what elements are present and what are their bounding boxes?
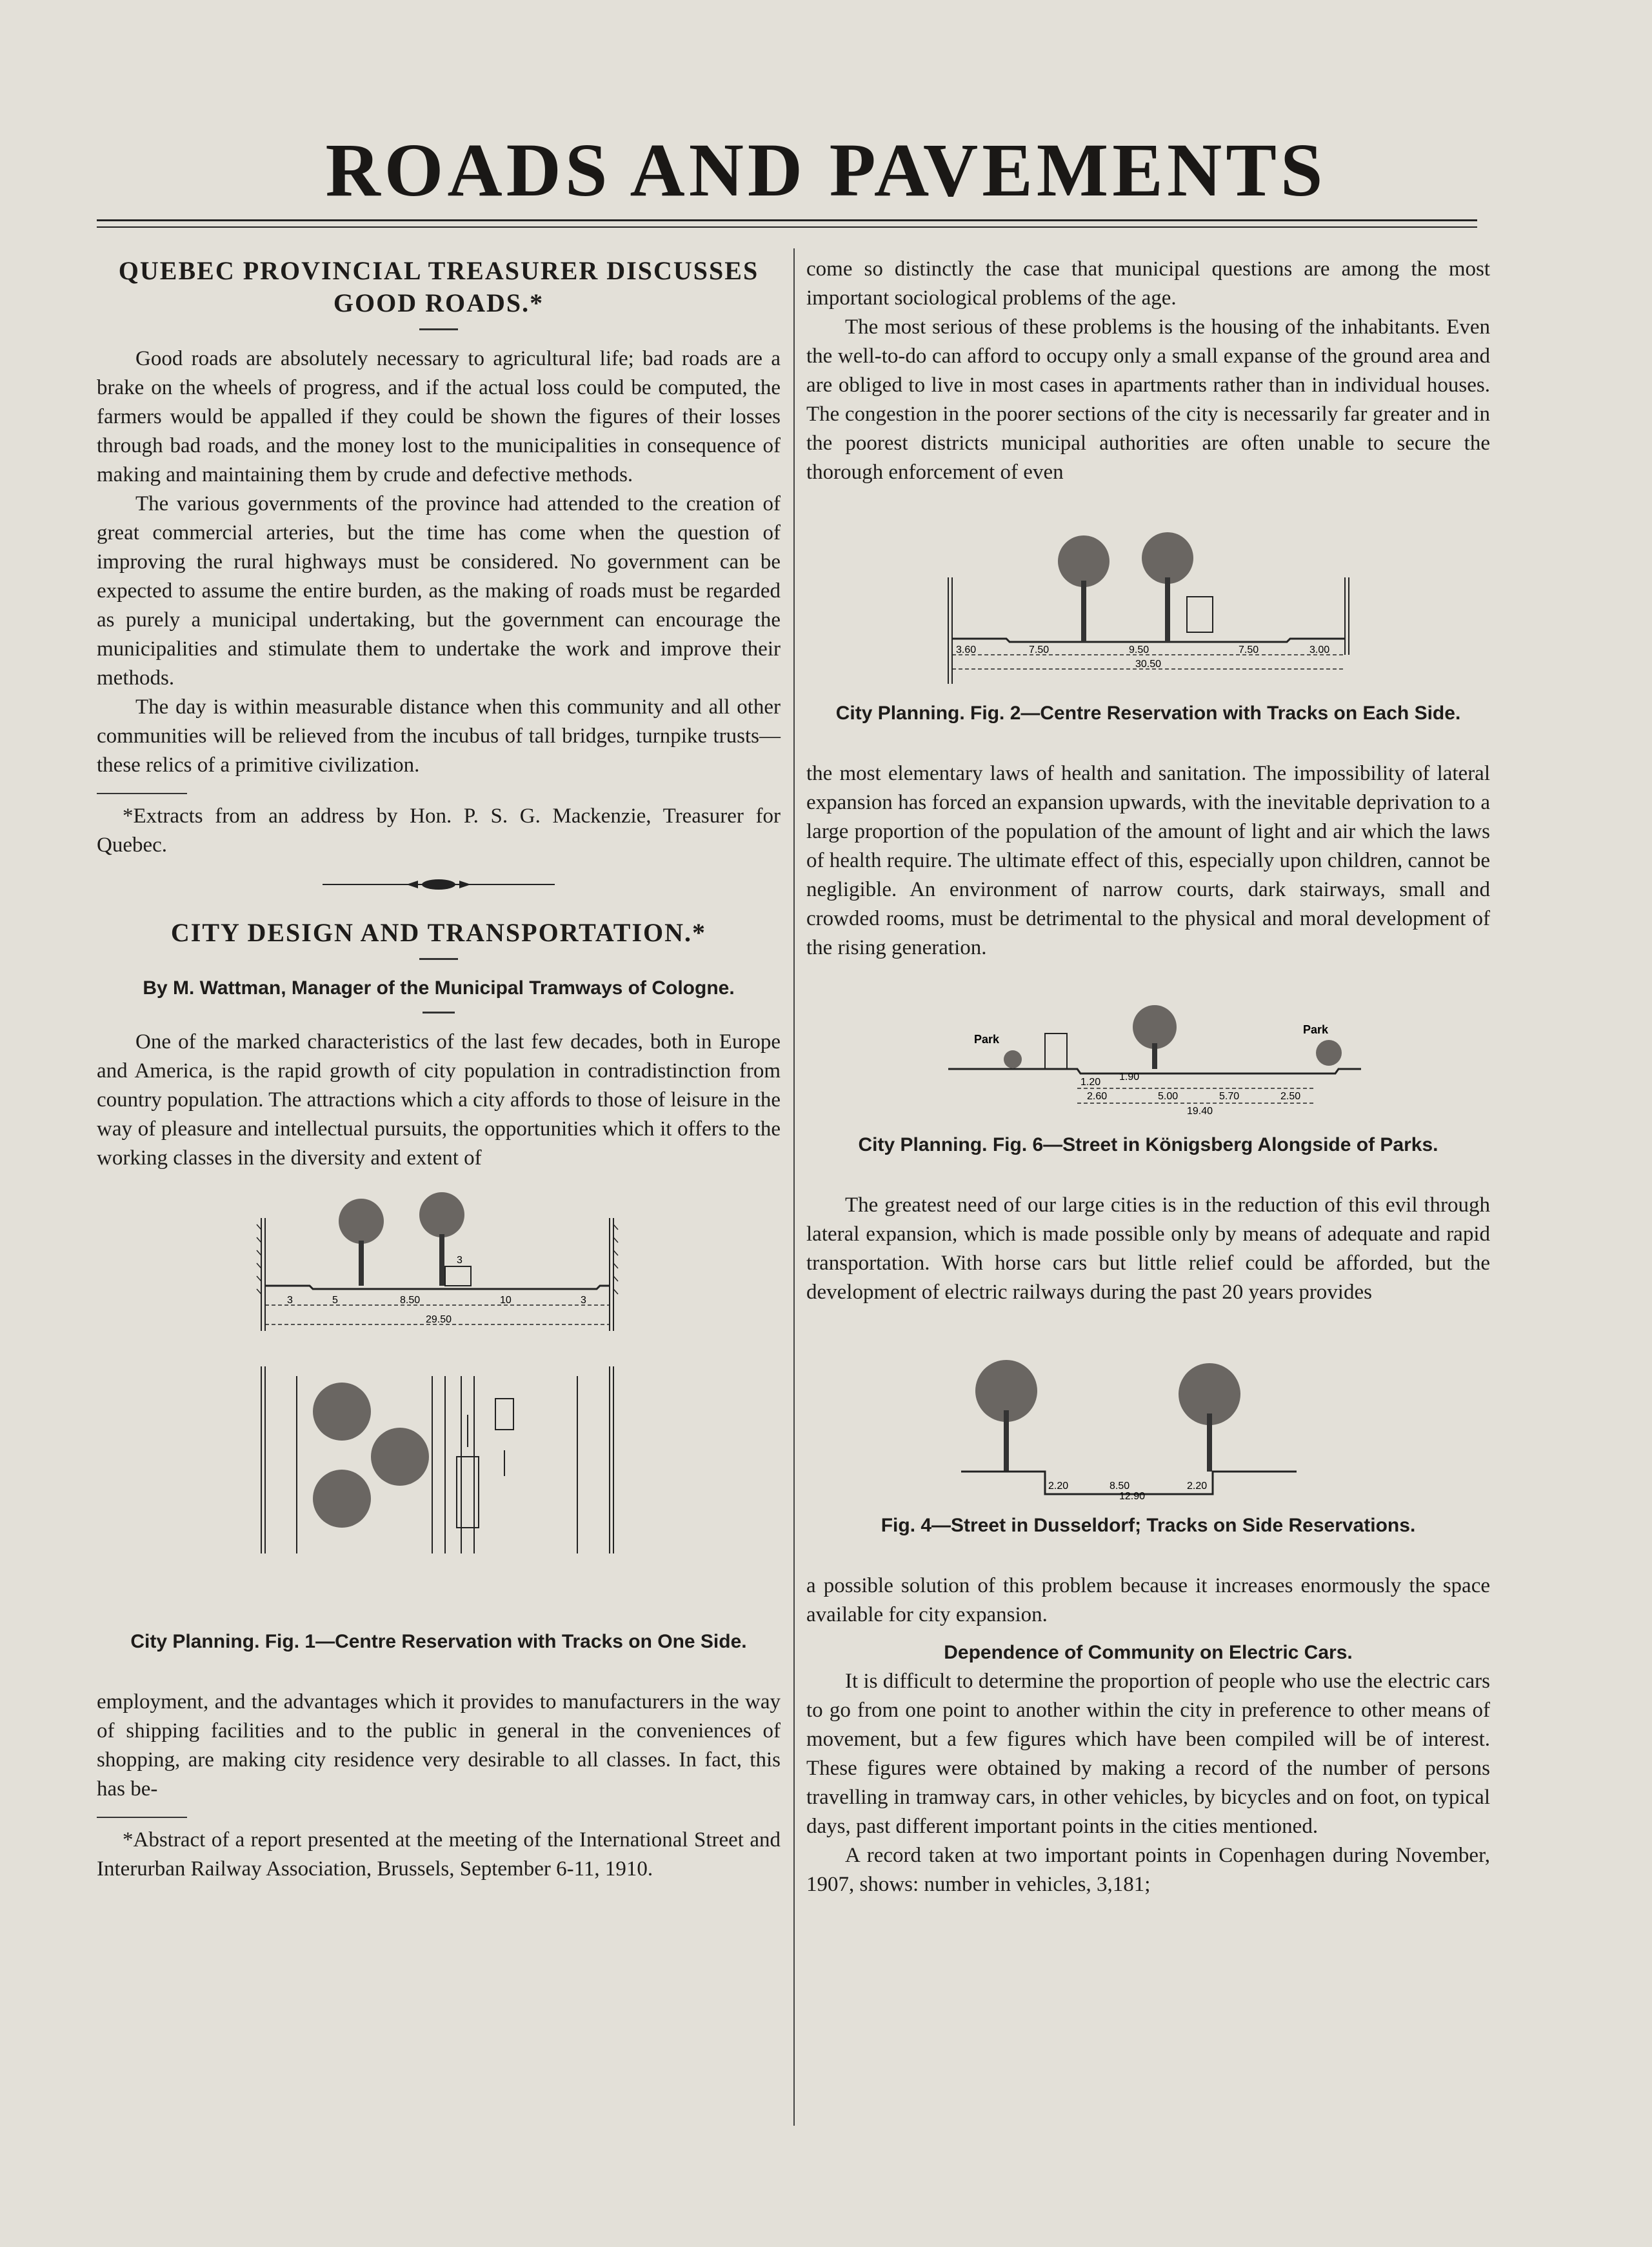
right-paragraph: come so distinctly the case that municipal questions are among the most important sociological problems of the age.: [806, 257, 1490, 310]
right-paragraph: the most elementary laws of health and sanitation. The impossibility of lateral expansion has forced an expansion upwards, with the inevitable deprivation to a large proportion of the population of the amount of light and air which the laws of health require. The ultimate effect of this, especially upon children, cannot be negligible. An environment of narrow courts, dark stairways, small and crowded rooms, must be detrimental to the physical and moral development of the rising generation.: [806, 762, 1490, 959]
figure-1: [213, 1192, 664, 1612]
right-subhead: Dependence of Community on Electric Cars.: [944, 1642, 1353, 1663]
title-rule: [97, 219, 1477, 228]
article1-heading-line1: QUEBEC PROVINCIAL TREASURER DISCUSSES: [118, 256, 759, 285]
fig4-dim: 12.90: [1119, 1491, 1146, 1501]
article2-paragraph: One of the marked characteristics of the last few decades, both in Europe and America, is the rapid growth of city population in contradistinction from country population. The attractions which a city affords to those of leisure in the way of pleasure and intellectual pursuits, the opportunities which it offers to the working classes in the diversity and extent of: [97, 1030, 781, 1170]
right-paragraph: a possible solution of this problem because it increases enormously the space available for city expansion.: [806, 1574, 1490, 1626]
byline-rule: [423, 1012, 455, 1014]
fig6-dim: 19.40: [1187, 1106, 1213, 1117]
fig2-dim: 30.50: [1135, 659, 1162, 670]
fig6-dim: 2.50: [1280, 1091, 1301, 1102]
fig1-dim: 3: [287, 1295, 293, 1306]
heading-rule: [419, 328, 458, 330]
fig1-cross-section: [257, 1192, 618, 1331]
fig2-dim: 7.50: [1239, 644, 1259, 655]
column-divider: [793, 248, 795, 2126]
article1-paragraph: Good roads are absolutely necessary to agricultural life; bad roads are a brake on the wheels of progress, and if the actual loss could be computed, the farmers would be appalled if they could be shown the figures of their losses through bad roads, and the money lost to the municipalities in consequence of making and maintaining them by crude and defective methods.: [97, 347, 781, 486]
fig2-dim: 7.50: [1029, 644, 1050, 655]
figure-4: [916, 1339, 1380, 1501]
fig1-dim: 8.50: [400, 1295, 421, 1306]
fig1-plan-view: [261, 1366, 613, 1553]
fig1-dim: 3: [581, 1295, 586, 1306]
fig2-dim: 9.50: [1129, 644, 1149, 655]
fig2-dim: 3.60: [956, 644, 977, 655]
fig2-caption: City Planning. Fig. 2—Centre Reservation with Tracks on Each Side.: [835, 703, 1461, 724]
fig6-dim: 1.90: [1119, 1072, 1140, 1083]
fig6-park-right: Park: [1303, 1023, 1329, 1036]
left-column: [97, 255, 781, 1884]
footnote-rule: [97, 793, 187, 794]
fig6-park-left: Park: [974, 1033, 1000, 1046]
article1-paragraph: The various governments of the province had attended to the creation of great commercial arteries, but the time has come when the question of improving the rural highways must be considered. No government can be expected to assume the entire burden, as the making of roads must be regarded as purely a municipal undertaking, but the government can encourage the municipalities and stimulate them to undertake the work and improve their methods.: [97, 492, 781, 690]
figure-6: [916, 995, 1380, 1130]
fig1-dim: 5: [332, 1295, 338, 1306]
fig6-dim: 5.70: [1219, 1091, 1240, 1102]
fig6-caption: City Planning. Fig. 6—Street in Königsberg Alongside of Parks.: [858, 1134, 1438, 1155]
article2-byline: By M. Wattman, Manager of the Municipal Tramways of Cologne.: [143, 977, 735, 999]
fig6-dim: 1.20: [1080, 1077, 1101, 1088]
fig1-caption: City Planning. Fig. 1—Centre Reservation with Tracks on One Side.: [130, 1631, 747, 1652]
right-column: [806, 255, 1490, 1899]
fig1-dim: 29.50: [426, 1314, 452, 1325]
fig4-dim: 2.20: [1187, 1481, 1208, 1492]
right-paragraph: It is difficult to determine the proportion of people who use the electric cars to go from one point to another within the city in preference to other means of movement, but a few figures which have been compiled will be of interest. These figures were obtained by making a record of the number of persons travelling in tramway cars, in other vehicles, by bicycles and on foot, on typical days, past different important points in the cities mentioned.: [806, 1670, 1490, 1838]
fig4-dim: 2.20: [1048, 1481, 1069, 1492]
right-paragraph: A record taken at two important points in Copenhagen during November, 1907, shows: number in vehicles, 3,181;: [806, 1844, 1490, 1896]
ornament-divider: [323, 878, 555, 891]
article1-footnote: *Extracts from an address by Hon. P. S. G. Mackenzie, Treasurer for Quebec.: [97, 804, 781, 857]
footnote-rule: [97, 1817, 187, 1818]
article1-heading: [97, 255, 781, 319]
article1-paragraph: The day is within measurable distance when this community and all other communities will be relieved from the incubus of tall bridges, turnpike trusts—these relics of a primitive civilization.: [97, 695, 781, 777]
fig4-dim: 8.50: [1110, 1481, 1130, 1492]
fig6-dim: 5.00: [1158, 1091, 1179, 1102]
fig2-dim: 3.00: [1309, 644, 1330, 655]
article1-heading-line2: GOOD ROADS.*: [333, 288, 544, 317]
fig1-dim: 3: [457, 1255, 463, 1266]
right-paragraph: The greatest need of our large cities is in the reduction of this evil through lateral expansion, which is made possible only by means of adequate and rapid transportation. With horse cars but little relief could be afforded, but the development of electric railways during the past 20 years provides: [806, 1193, 1490, 1304]
page-title: ROADS AND PAVEMENTS: [325, 128, 1327, 212]
article2-heading: CITY DESIGN AND TRANSPORTATION.*: [170, 918, 707, 947]
right-paragraph: The most serious of these problems is the housing of the inhabitants. Even the well-to-do can afford to occupy only a small expanse of the ground area and are obliged to live in most cases in apartments rather than in individual houses. The congestion in the poorer sections of the city is necessarily far greater and in the poorest districts municipal authorities are often unable to secure the thorough enforcement of even: [806, 315, 1490, 484]
fig6-dim: 2.60: [1087, 1091, 1108, 1102]
heading-rule: [419, 958, 458, 960]
fig4-caption: Fig. 4—Street in Dusseldorf; Tracks on Side Reservations.: [881, 1515, 1416, 1536]
fig1-dim: 10: [500, 1295, 512, 1306]
article2-footnote: *Abstract of a report presented at the meeting of the International Street and Interurban Railway Association, Brussels, September 6-11, 1910.: [97, 1828, 781, 1881]
article2-paragraph: employment, and the advantages which it provides to manufacturers in the way of shipping facilities and to the public in general in the conveniences of shopping, are making city residence very desirable to all classes. In fact, this has be-: [97, 1690, 781, 1801]
figure-2: [916, 526, 1380, 694]
